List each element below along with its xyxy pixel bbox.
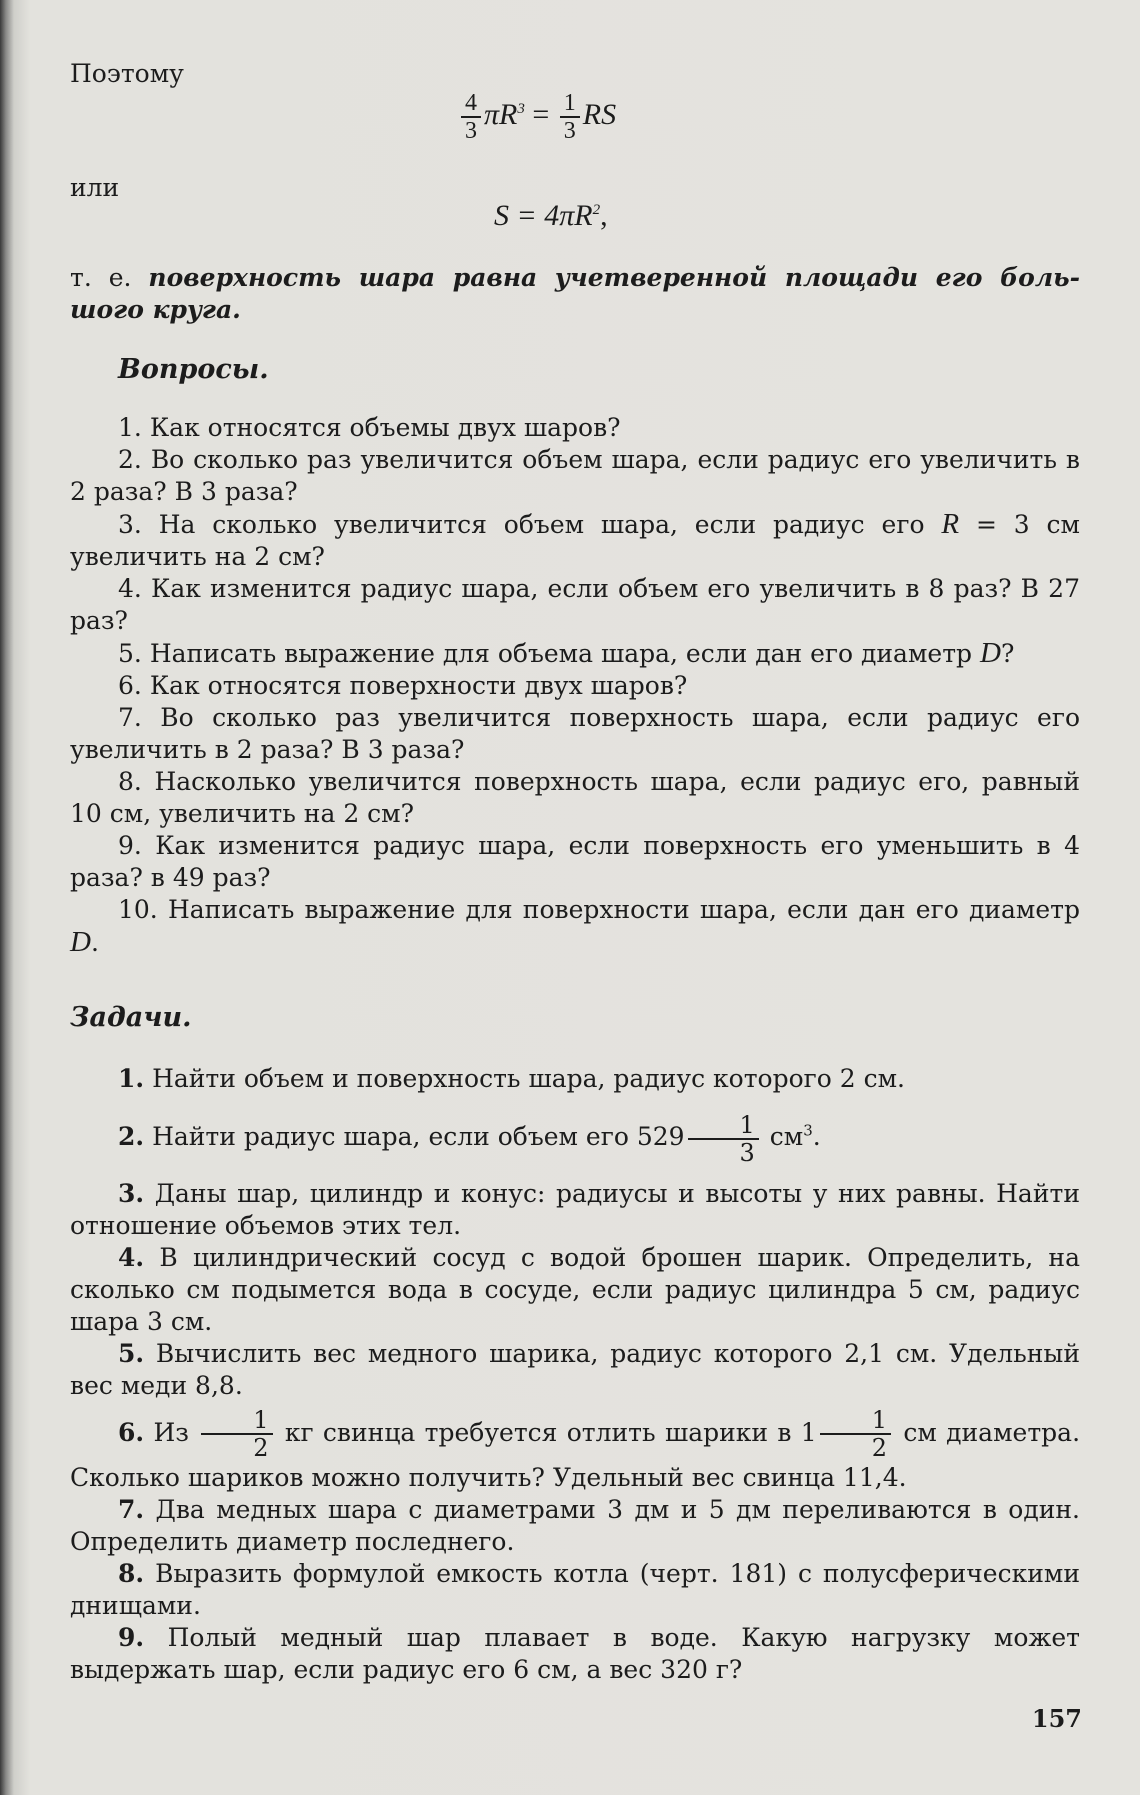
question-item: 9. Как изменится радиус шара, если поверхность его уменьшить в 4 раза? в 49 раз?: [70, 831, 1080, 892]
question-item: 2. Во сколько раз увеличится объем шара, если радиус его увеличить в 2 раза? В 3 раза?: [70, 445, 1080, 506]
fraction-one-third: $\frac{1}{3}$: [688, 1112, 759, 1166]
problem-item: 7. Два медных шара с диаметрами 3 дм и 5 дм переливаются в один. Определить диаметр последнего.: [70, 1494, 1081, 1556]
problem-item-continuation: Сколько шариков можно получить? Удельный вес свинца 11,4.: [70, 1462, 907, 1492]
problems-heading: Задачи.: [70, 1002, 192, 1033]
question-item-continuation: увеличить на 2 см?: [70, 542, 325, 571]
question-item: 5. Написать выражение для объема шара, если дан его диаметр D?: [118, 637, 1015, 669]
question-item: 10. Написать выражение для поверхности шара, если дан его диаметр D.: [70, 895, 1080, 958]
fraction-one-half: $\frac{1}{2}$: [820, 1407, 891, 1461]
question-item: 1. Как относятся объемы двух шаров?: [118, 413, 621, 442]
therefore-text: Поэтому: [70, 59, 184, 88]
formula-surface: $S = 4\pi R^2$,: [494, 199, 608, 232]
fraction-one-third: $\frac{1}{3}$: [560, 90, 580, 144]
questions-list: [70, 412, 1080, 959]
fraction-one-half: $\frac{1}{2}$: [201, 1407, 272, 1461]
problem-item: 4. В цилиндрический сосуд с водой брошен шарик. Определить, на сколько см подымется вода в сосуде, если радиус цилиндра 5 см, радиус шара 3 см.: [70, 1242, 1081, 1336]
question-item: 7. Во сколько раз увеличится поверхность шара, если радиус его увеличить в 2 раза? В 3 раза?: [70, 703, 1080, 764]
questions-heading: Вопросы.: [118, 354, 269, 385]
conclusion-paragraph: т. е. поверхность шара равна учетверенной площади его боль- шого круга.: [70, 263, 1080, 324]
or-text: или: [70, 173, 120, 202]
formula-volume-surface: $\frac{4}{3}$ $\pi R^3$ = $\frac{1}{3}$ RS: [458, 90, 616, 144]
question-item: 6. Как относятся поверхности двух шаров?: [118, 671, 688, 700]
question-item: 4. Как изменится радиус шара, если объем его увеличить в 8 раз? В 27 раз?: [70, 574, 1080, 635]
problem-item: 9. Полый медный шар плавает в воде. Какую нагрузку может выдержать шар, если радиус его 6 см, а вес 320 г?: [70, 1622, 1081, 1684]
fraction-four-thirds: $\frac{4}{3}$: [461, 90, 481, 144]
problem-item: 2. Найти радиус шара, если объем его 529 $\frac{1}{3}$ $см^3$.: [118, 1110, 821, 1167]
problem-item: 8. Выразить формулой емкость котла (черт. 181) с полусферическими днищами.: [70, 1558, 1080, 1620]
problem-item: 6. Из $\frac{1}{2}$ кг свинца требуется отлить шарики в 1 $\frac{1}{2}$ см диаметра.: [118, 1406, 1081, 1462]
page-number: 157: [1031, 1704, 1082, 1733]
problems-list: [70, 1063, 1080, 1686]
question-item: 3. На сколько увеличится объем шара, если радиус его R = 3 см: [118, 508, 1080, 540]
question-item: 8. Насколько увеличится поверхность шара, если радиус его, равный 10 см, увеличить на 2 см?: [70, 767, 1080, 828]
problem-item: 3. Даны шар, цилиндр и конус: радиусы и высоты у них равны. Найти отношение объемов этих тел.: [70, 1178, 1080, 1240]
problem-item: 1. Найти объем и поверхность шара, радиус которого 2 см.: [118, 1064, 905, 1093]
problem-item: 5. Вычислить вес медного шарика, радиус которого 2,1 см. Удельный вес меди 8,8.: [70, 1338, 1080, 1400]
